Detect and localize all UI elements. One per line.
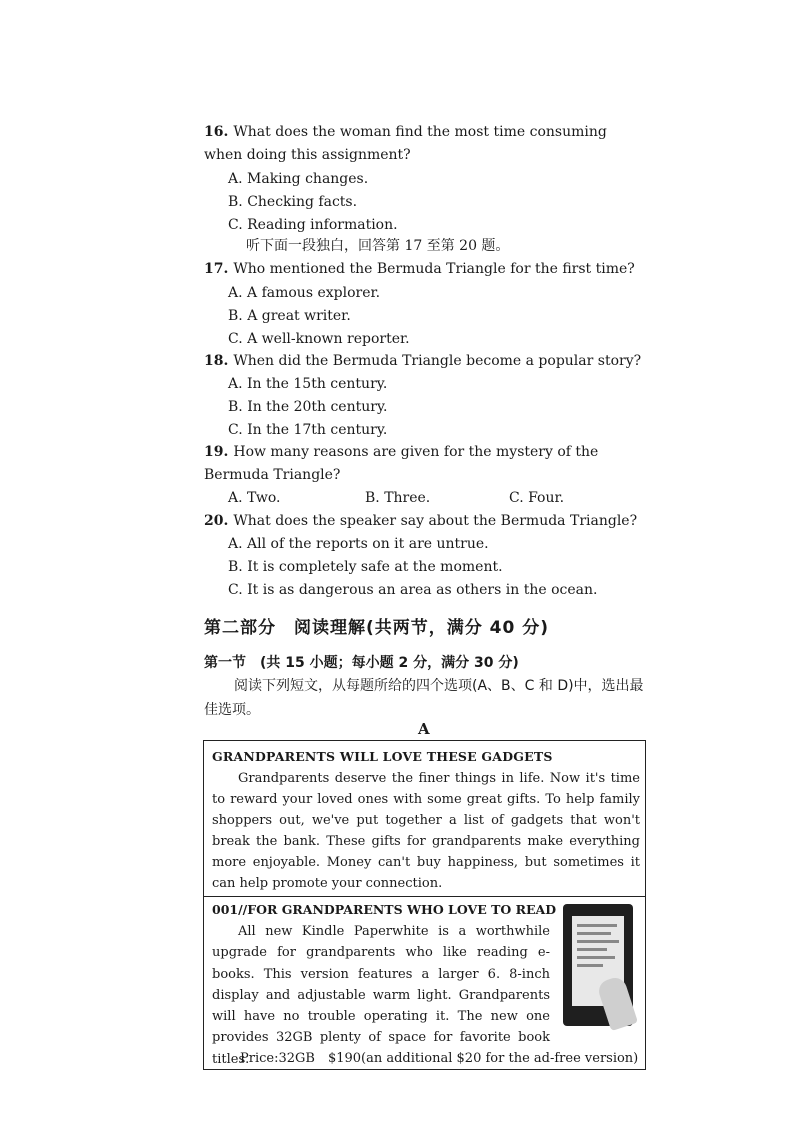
question-16 (204, 121, 648, 167)
question-20 (204, 510, 648, 533)
option-c: C. Reading information. (228, 217, 398, 233)
passage-box (203, 740, 646, 1070)
part-title: 第二部分 阅读理解(共两节，满分 40 分) (204, 618, 550, 638)
option-b: B. Three. (365, 490, 431, 506)
option-c: C. Four. (509, 490, 565, 506)
question-text: What does the speaker say about the Bermuda Triangle? (233, 513, 638, 529)
divider (204, 896, 645, 897)
section-title: 第一节 (共 15 小题；每小题 2 分，满分 30 分) (204, 655, 519, 671)
kindle-image (563, 904, 633, 1026)
option-a: A. In the 15th century. (228, 376, 388, 392)
question-19 (204, 441, 648, 487)
option-a: A. Two. (228, 490, 281, 506)
option-a: A. A famous explorer. (228, 285, 381, 301)
option-b: B. A great writer. (228, 308, 351, 324)
question-number: 16. (204, 124, 229, 140)
listening-instruction: 听下面一段独白，回答第 17 至第 20 题。 (246, 238, 510, 254)
hand-icon (596, 975, 638, 1031)
option-a: A. All of the reports on it are untrue. (228, 536, 489, 552)
item-description: All new Kindle Paperwhite is a worthwhile upgrade for grandparents who like reading e-books. This version features a larger 6. 8-inch display and adjustable warm light. Grandparents will have no trouble operating it. The new one provides 32GB plenty of space for favorite book titles. (212, 924, 550, 1067)
option-b: B. It is completely safe at the moment. (228, 559, 503, 575)
option-c: C. A well-known reporter. (228, 331, 410, 347)
passage-intro: Grandparents deserve the finer things in life. Now it's time to reward your loved ones with some great gifts. To help family shoppers out, we've put together a list of gadgets that won't break the bank. These gifts for grandparents make everything more enjoyable. Money can't buy happiness, but sometimes it can help promote your connection. (212, 771, 640, 891)
option-c: C. In the 17th century. (228, 422, 388, 438)
question-number: 18. (204, 353, 229, 369)
item-price: Price:32GB $190(an additional $20 for the ad-free version) (240, 1051, 639, 1066)
item-heading: 001//FOR GRANDPARENTS WHO LOVE TO READ (212, 902, 557, 917)
question-text: How many reasons are given for the mystery of the Bermuda Triangle? (204, 444, 599, 483)
question-text: When did the Bermuda Triangle become a popular story? (233, 353, 642, 369)
question-number: 20. (204, 513, 229, 529)
question-17 (204, 258, 648, 281)
section-instruction: 阅读下列短文，从每题所给的四个选项(A、B、C 和 D)中，选出最佳选项。 (204, 678, 644, 718)
option-c: C. It is as dangerous an area as others in the ocean. (228, 582, 598, 598)
question-18 (204, 350, 648, 373)
question-number: 19. (204, 444, 229, 460)
passage-heading: GRANDPARENTS WILL LOVE THESE GADGETS (212, 749, 553, 764)
question-number: 17. (204, 261, 229, 277)
passage-label: A (418, 720, 430, 738)
option-b: B. Checking facts. (228, 194, 358, 210)
option-b: B. In the 20th century. (228, 399, 388, 415)
question-text: Who mentioned the Bermuda Triangle for the first time? (233, 261, 635, 277)
question-text: What does the woman find the most time consuming when doing this assignment? (204, 124, 607, 163)
option-a: A. Making changes. (228, 171, 369, 187)
